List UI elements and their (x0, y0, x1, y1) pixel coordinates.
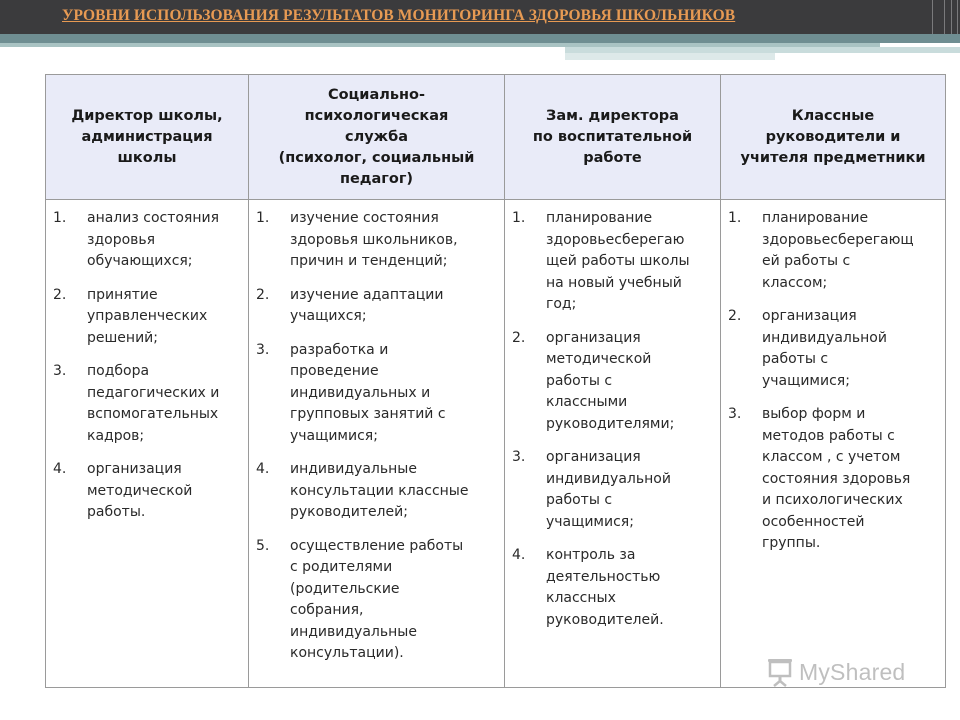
list-item: 3. выбор форм и методов работы с классом , с учетом состояния здоровья и психологических особенностей группы. (728, 406, 911, 551)
usage-levels-table (45, 74, 946, 688)
decor-line (951, 0, 952, 34)
list-item: 1. анализ состояния здоровья обучающихся; (53, 210, 220, 269)
list-item: 4. контроль за деятельностью классных руководителей. (512, 547, 664, 628)
watermark (765, 655, 905, 689)
column-deputy-director (505, 200, 721, 688)
column-social-psych-service (249, 200, 505, 688)
decor-line (957, 0, 958, 34)
header-director: Директор школы, администрация школы (46, 75, 249, 200)
list-item: 1. планирование здоровьесберегаю щей работы школы на новый учебный год; (512, 210, 690, 312)
list-item: 2. организация методической работы с классными руководителями; (512, 329, 675, 432)
column-class-teachers (721, 200, 946, 688)
list-item: 3. разработка и проведение индивидуальных и групповых занятий с учащимися; (256, 341, 446, 444)
decor-line (944, 0, 945, 34)
list-item: 1. планирование здоровьесберегающ ей работы с классом; (728, 210, 914, 291)
header-deputy-director: Зам. директора по воспитательной работе (505, 75, 721, 200)
slide-title: УРОВНИ ИСПОЛЬЗОВАНИЯ РЕЗУЛЬТАТОВ МОНИТОРИНГА ЗДОРОВЬЯ ШКОЛЬНИКОВ (62, 7, 736, 24)
list-item: 2. принятие управленческих решений; (53, 286, 208, 346)
decor-line (932, 0, 933, 34)
list-item: 4. организация методической работы. (53, 461, 193, 520)
projector-screen-icon (765, 657, 795, 687)
content-row (46, 200, 946, 688)
list-item: 5. осуществление работы с родителями (родительские собрания, индивидуальные консультации). (256, 537, 464, 661)
header-row (46, 75, 946, 200)
list-item: 4. индивидуальные консультации классные руководителей; (256, 461, 469, 520)
decor-band (0, 34, 960, 43)
list-item: 2. изучение адаптации учащихся; (256, 286, 444, 324)
list-item: 2. организация индивидуальной работы с учащимися; (728, 308, 887, 389)
list-item: 1. изучение состояния здоровья школьников, причин и тенденций; (256, 210, 458, 269)
watermark-text: MyShared (799, 658, 906, 685)
list-item: 3. организация индивидуальной работы с учащимися; (512, 449, 671, 530)
list-item: 3. подбора педагогических и вспомогательных кадров; (53, 363, 220, 444)
header-class-teachers: Классные руководители и учителя предметники (721, 75, 946, 200)
header-social-psych-service: Социально- психологическая служба (психолог, социальный педагог) (249, 75, 505, 200)
column-director (46, 200, 249, 688)
decor-band (565, 53, 775, 60)
